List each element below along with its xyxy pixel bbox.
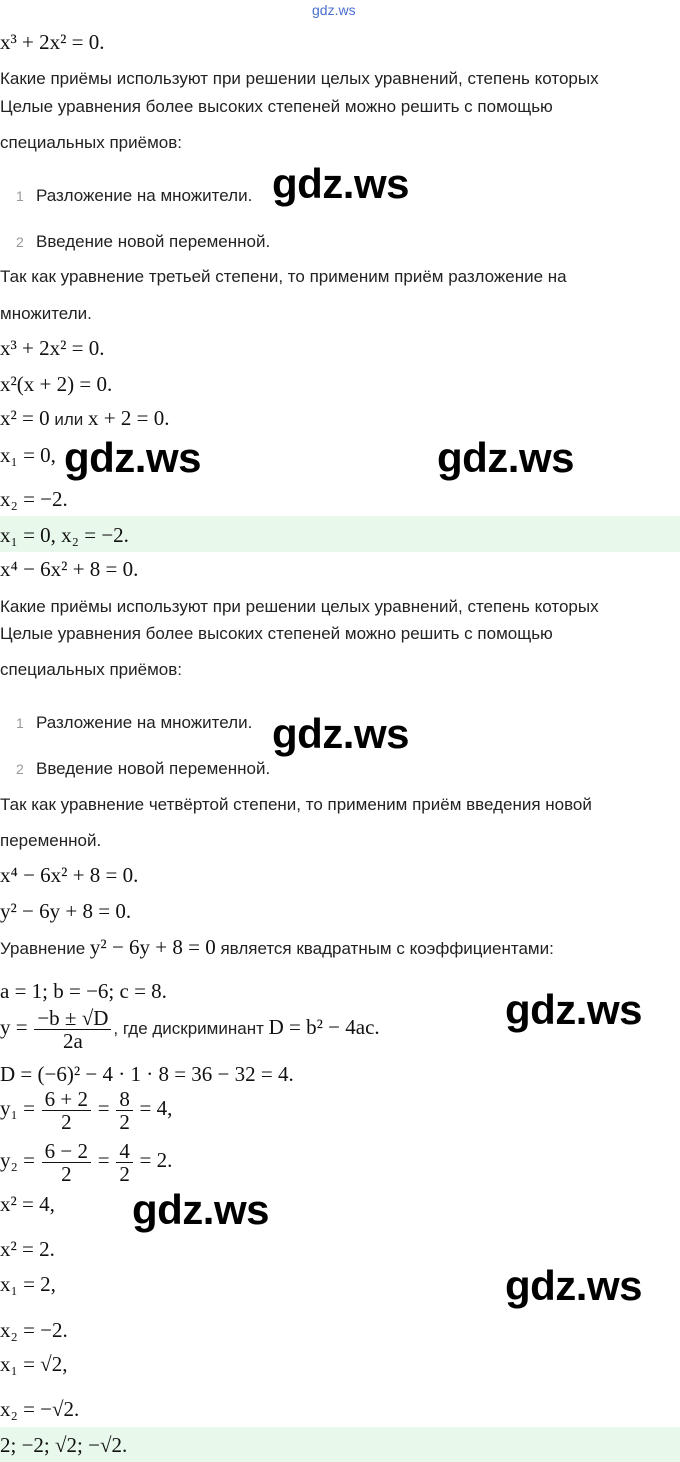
list-text: Введение новой переменной. [36,759,271,778]
p2-intro-2: специальных приёмов: [0,660,182,679]
p2-answer-row [0,1427,680,1462]
y1-num: 6 + 2 [42,1088,91,1111]
p2-y1 [0,1088,172,1133]
p2-result-1: x² = 4, [0,1192,55,1216]
formula-lhs: y = [0,1014,28,1039]
y1-den: 2 [61,1110,72,1134]
watermark-logo: gdz.ws [505,1262,643,1309]
y2-lhs: y₂ = [0,1147,35,1172]
p2-list-item-2 [16,759,270,779]
equals: = [97,1147,110,1172]
p2-step-1: x⁴ − 6x² + 8 = 0. [0,863,139,887]
y1-fraction-1 [42,1088,91,1133]
quad-post: является квадратным с коэффициентами: [220,939,554,958]
y1-result: = 4, [139,1095,173,1120]
y2-den2: 2 [119,1162,130,1186]
list-number: 1 [16,188,24,204]
p2-question: Какие приёмы используют при решении целых уравнений, степень которых [0,597,599,616]
p2-intro-1: Целые уравнения более высоких степеней можно решить с помощью [0,624,553,643]
y2-num2: 4 [116,1140,133,1163]
watermark-logo: gdz.ws [132,1186,270,1233]
y1-lhs: y₁ = [0,1095,35,1120]
p2-list-item-1 [16,713,252,733]
p1-question: Какие приёмы используют при решении целых уравнений, степень которых [0,69,599,88]
p1-reason-1: Так как уравнение третьей степени, то применим приём разложение на [0,267,567,286]
y1-fraction-2 [116,1088,133,1133]
list-number: 2 [16,234,24,250]
watermark-logo: gdz.ws [64,434,202,481]
list-number: 1 [16,715,24,731]
formula-denominator: 2a [62,1029,83,1053]
p1-equation: x³ + 2x² = 0. [0,30,105,54]
y2-fraction-1 [42,1140,91,1185]
formula-mid: , где дискриминант [113,1018,264,1038]
watermark-logo: gdz.ws [437,434,575,481]
p2-result-4: x₂ = −2. [0,1318,68,1342]
p2-result-6: x₂ = −√2. [0,1397,80,1421]
y1-num2: 8 [116,1088,133,1111]
p2-reason-2: переменной. [0,831,102,850]
p1-step-3 [0,406,169,431]
p1-intro-2: специальных приёмов: [0,133,182,152]
list-number: 2 [16,761,24,777]
p2-equation: x⁴ − 6x² + 8 = 0. [0,557,139,581]
formula-disc: D = b² − 4ac. [268,1014,380,1039]
p2-answer: 2; −2; √2; −√2. [0,1433,128,1457]
p1-step-5: x₂ = −2. [0,487,68,511]
p2-root-formula [0,1007,380,1052]
p1-intro-1: Целые уравнения более высоких степеней можно решить с помощью [0,97,553,116]
or-word: или [54,410,84,429]
list-text: Разложение на множители. [36,713,253,732]
y2-den: 2 [61,1162,72,1186]
quad-pre: Уравнение [0,939,86,958]
p1-step-2: x²(x + 2) = 0. [0,372,113,396]
y2-num: 6 − 2 [42,1140,91,1163]
y1-den2: 2 [119,1110,130,1134]
watermark-logo: gdz.ws [272,160,410,207]
p1-answer-row [0,516,680,552]
watermark-logo: gdz.ws [272,710,410,757]
quad-eq: y² − 6y + 8 = 0 [89,935,216,959]
y2-fraction-2 [116,1140,133,1185]
top-watermark: gdz.ws [312,2,356,18]
p2-reason-1: Так как уравнение четвёртой степени, то применим приём введения новой [0,795,592,814]
watermark-logo: gdz.ws [505,986,643,1033]
p2-coefficients: a = 1; b = −6; c = 8. [0,979,167,1003]
formula-fraction [34,1007,111,1052]
p1-step-3b: x + 2 = 0. [88,406,170,430]
p1-list-item-2 [16,232,270,252]
equals: = [97,1095,110,1120]
p1-step-4: x₁ = 0, [0,443,56,467]
p1-step-1: x³ + 2x² = 0. [0,336,105,360]
p1-answer: x₁ = 0, x₂ = −2. [0,523,129,547]
p2-y2 [0,1140,172,1185]
p2-result-3: x₁ = 2, [0,1272,56,1296]
p1-step-3a: x² = 0 [0,406,50,430]
p2-result-5: x₁ = √2, [0,1352,68,1376]
p1-reason-2: множители. [0,304,92,323]
p2-quadratic-note [0,935,554,960]
p2-step-2: y² − 6y + 8 = 0. [0,899,132,923]
list-text: Введение новой переменной. [36,232,271,251]
p2-result-2: x² = 2. [0,1237,55,1261]
list-text: Разложение на множители. [36,186,253,205]
formula-numerator: −b ± √D [34,1007,111,1030]
p1-list-item-1 [16,186,252,206]
p2-discriminant: D = (−6)² − 4 · 1 · 8 = 36 − 32 = 4. [0,1062,294,1086]
y2-result: = 2. [139,1147,173,1172]
